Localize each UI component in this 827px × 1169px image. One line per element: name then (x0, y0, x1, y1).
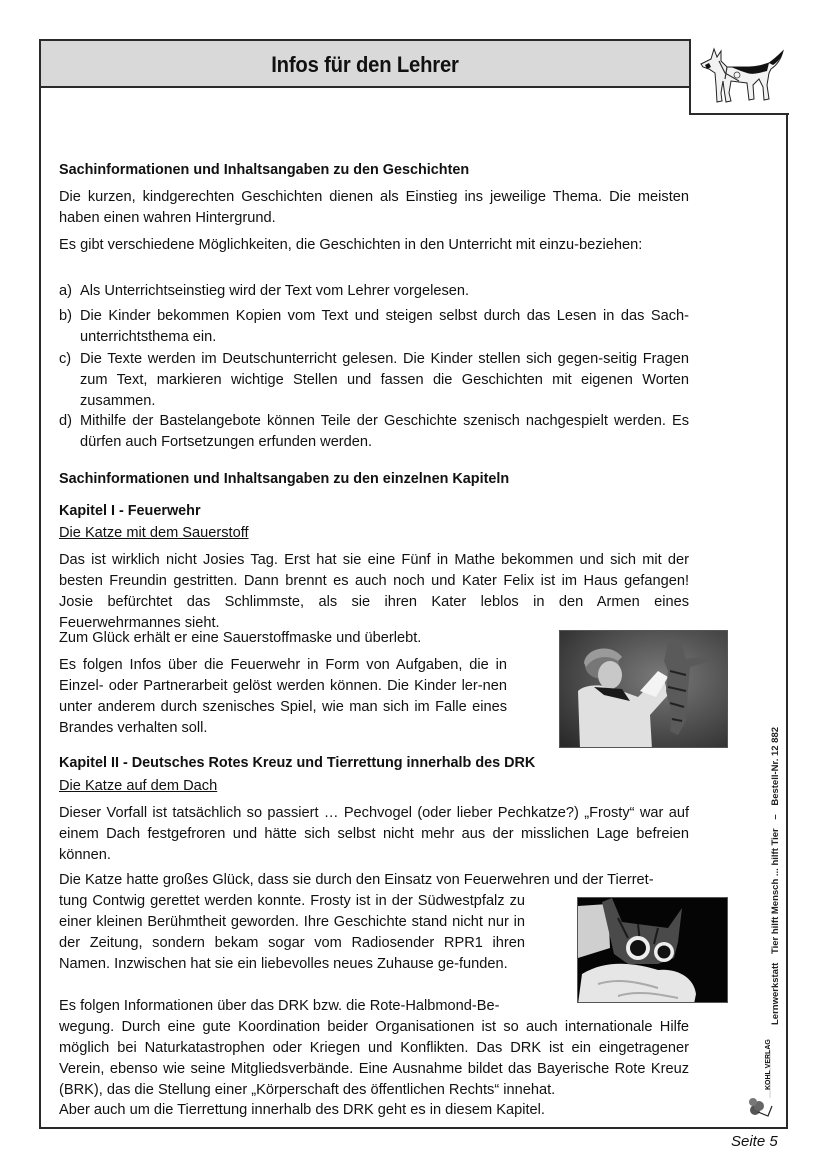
list-item (59, 411, 689, 453)
cat-wrapped-in-towel-photo (577, 897, 728, 1003)
section-heading: Sachinformationen und Inhaltsangaben zu den einzelnen Kapiteln (59, 471, 510, 487)
paragraph-first-line: Die Katze hatte großes Glück, dass sie durch den Einsatz von Feuerwehren und der Tierret- (59, 872, 654, 888)
chapter-heading: Kapitel II - Deutsches Rotes Kreuz und Tierrettung innerhalb des DRK (59, 755, 536, 771)
list-marker: d) (59, 413, 72, 429)
service-dog-icon (697, 45, 785, 109)
order-number: Bestell-Nr. 12 882 (770, 726, 781, 806)
paragraph: Zum Glück erhält er eine Sauerstoffmaske und überlebt. (59, 630, 422, 646)
series-label: Lernwerkstatt (770, 962, 781, 1025)
separator: – (770, 814, 781, 820)
dog-illustration-box (689, 39, 789, 115)
list-text: Die Texte werden im Deutschunterricht gelesen. Die Kinder stellen sich gegen-seitig Fragen zum Text, markieren wichtige Stellen und fassen die Geschichten mit eigenen Worten zusammen. (80, 351, 689, 409)
frosty-cat-image (578, 898, 728, 1003)
publisher-name: KOHL VERLAG (765, 1039, 772, 1090)
list-text: Die Kinder bekommen Kopien vom Text und steigen selbst durch das Lesen in das Sach-unterrichtsthema ein. (80, 308, 689, 345)
list-item (59, 349, 689, 412)
story-title: Die Katze mit dem Sauerstoff (59, 525, 249, 541)
list-item (59, 306, 689, 348)
page-number: Seite 5 (731, 1133, 778, 1150)
paragraph: Dieser Vorfall ist tatsächlich so passiert … Pechvogel (oder lieber Pechkatze?) „Frosty“ war auf einem Dach festgefroren und hätte sich selbst nicht mehr aus der misslichen Lage befreien können. (59, 805, 689, 863)
paragraph-first-line: Es folgen Informationen über das DRK bzw. die Rote-Halbmond-Be- (59, 998, 500, 1014)
page-title: Infos für den Lehrer (271, 52, 459, 77)
firefighter-holding-cat-photo (559, 630, 728, 748)
paragraph: tung Contwig gerettet werden konnte. Frosty ist in der Südwestpfalz zu einer kleinen Berühmtheit geworden. Ihre Geschichte stand nicht nur in der Zeitung, sondern bekam sogar vom Radiosender RPR1 ihren Namen. Inzwischen hat sie ein liebevolles neues Zuhause ge-funden. (59, 893, 525, 972)
list-marker: b) (59, 308, 72, 324)
firefighter-cat-image (560, 631, 728, 748)
paragraph: wegung. Durch eine gute Koordination beider Organisationen ist so auch internationale Hilfe möglich bei Naturkatastrophen oder Kriegen und Konflikten. Das DRK ist ein eingetragener Verein, ebenso wie seine Mitgliedsverbände. Eine Ausnahme bildet das Bayerische Rote Kreuz (BRK), das die Stellung einer „Körperschaft des öffentlichen Rechts“ innehat. (59, 1019, 689, 1098)
paragraph: Aber auch um die Tierrettung innerhalb des DRK geht es in diesem Kapitel. (59, 1102, 545, 1118)
paragraph: Es gibt verschiedene Möglichkeiten, die Geschichten in den Unterricht mit einzu-beziehen: (59, 237, 643, 253)
paragraph: Das ist wirklich nicht Josies Tag. Erst hat sie eine Fünf in Mathe bekommen und sich mit der besten Freundin gestritten. Dann brennt es auch noch und Kater Felix ist im Haus gefangen! Josie befürchtet das Schlimmste, als sie ihren Kater leblos in den Armen eines Feuerwehrmannes sieht. (59, 552, 689, 631)
story-title: Die Katze auf dem Dach (59, 778, 218, 794)
paragraph: Die kurzen, kindgerechten Geschichten dienen als Einstieg ins jeweilige Thema. Die meisten haben einen wahren Hintergrund. (59, 189, 689, 226)
kohl-verlag-logo (748, 1040, 778, 1120)
book-title: Tier hilft Mensch ... hilft Tier (770, 828, 781, 955)
section-heading: Sachinformationen und Inhaltsangaben zu den Geschichten (59, 162, 470, 178)
sidebar-vertical-text (770, 721, 781, 1025)
chapter-heading: Kapitel I - Feuerwehr (59, 503, 201, 519)
list-marker: a) (59, 283, 72, 299)
header-bar (41, 41, 689, 88)
list-item (59, 281, 689, 302)
tree-logo-icon (748, 1040, 778, 1120)
paragraph: Es folgen Infos über die Feuerwehr in Form von Aufgaben, die in Einzel- oder Partnerarbeit gelöst werden können. Die Kinder ler-nen unter anderem durch szenisches Spiel, wie man sich im Falle eines Brandes verhalten soll. (59, 657, 507, 736)
list-marker: c) (59, 351, 72, 367)
list-text: Mithilfe der Bastelangebote können Teile der Geschichte szenisch nachgespielt werden. Es dürfen auch Fortsetzungen erfunden werden. (80, 413, 689, 450)
list-text: Als Unterrichtseinstieg wird der Text vom Lehrer vorgelesen. (80, 283, 470, 299)
